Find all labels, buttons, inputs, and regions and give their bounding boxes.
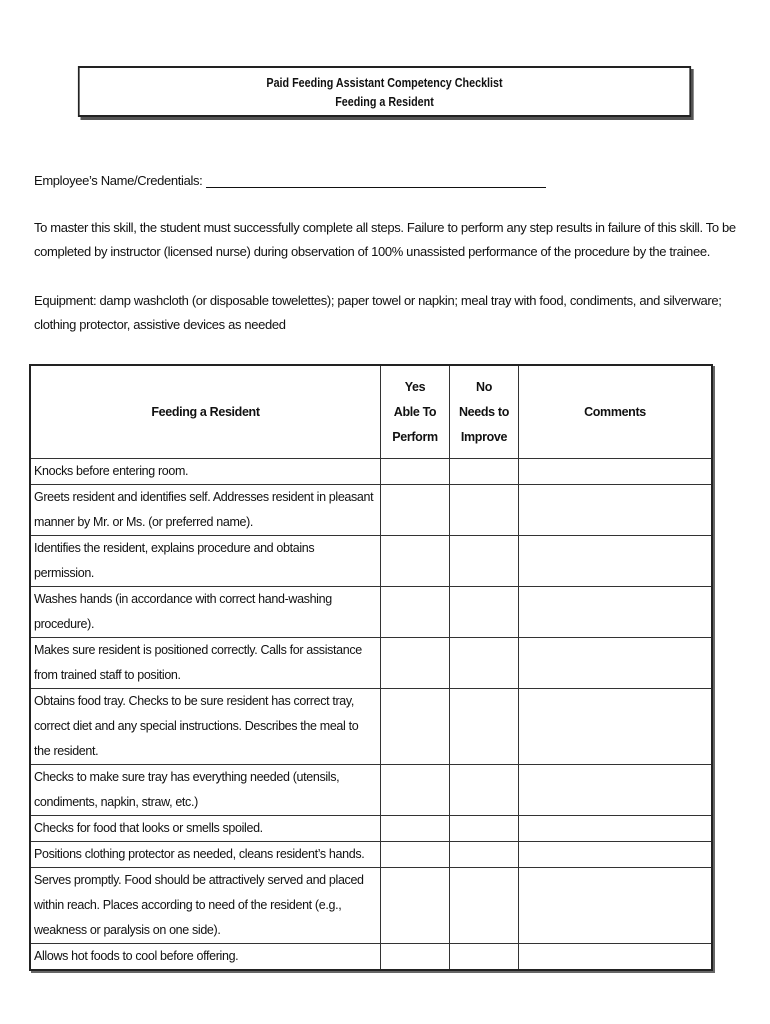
no-cell[interactable] [450,816,519,842]
no-cell[interactable] [450,459,519,485]
yes-cell[interactable] [381,689,450,765]
table-row [30,816,712,842]
task-cell: Serves promptly. Food should be attractively served and placed within reach. Places according to need of the resident (e.g., weakness or paralysis on one side). [30,868,381,944]
yes-cell[interactable] [381,944,450,971]
yes-column-header [381,365,450,459]
yes-cell[interactable] [381,816,450,842]
yes-cell[interactable] [381,459,450,485]
equipment-list: Equipment: damp washcloth (or disposable towelettes); paper towel or napkin; meal tray with food, condiments, and silverware; clothing protector, assistive devices as needed [34,293,722,332]
task-cell: Makes sure resident is positioned correctly. Calls for assistance from trained staff to position. [30,638,381,689]
no-cell[interactable] [450,944,519,971]
document-subtitle: Feeding a Resident [335,95,434,109]
comments-cell[interactable] [519,816,713,842]
comments-cell[interactable] [519,587,713,638]
comments-cell[interactable] [519,868,713,944]
table-row [30,944,712,971]
no-cell[interactable] [450,765,519,816]
yes-cell[interactable] [381,638,450,689]
table-row [30,765,712,816]
competency-checklist-table [29,364,713,971]
document-title-box [78,66,691,117]
table-row [30,842,712,868]
table-row [30,459,712,485]
no-cell[interactable] [450,485,519,536]
table-row [30,587,712,638]
comments-cell[interactable] [519,638,713,689]
employee-name-field[interactable] [206,173,546,188]
yes-cell[interactable] [381,485,450,536]
no-cell[interactable] [450,689,519,765]
comments-cell[interactable] [519,842,713,868]
task-cell: Checks to make sure tray has everything needed (utensils, condiments, napkin, straw, etc.) [30,765,381,816]
task-column-header: Feeding a Resident [30,365,381,459]
checklist-body [30,459,712,971]
table-row [30,868,712,944]
comments-cell[interactable] [519,536,713,587]
no-header-line: Improve [460,429,508,444]
yes-cell[interactable] [381,868,450,944]
task-cell: Checks for food that looks or smells spoiled. [30,816,381,842]
yes-header-line: Yes [404,379,426,394]
employee-name-row [34,169,546,193]
no-header-line: Needs to [459,404,509,419]
mastery-instructions: To master this skill, the student must successfully complete all steps. Failure to perform any step results in failure of this skill. To be completed by instructor (licensed nurse) during observation of 100% unassisted performance of the procedure by the trainee. [34,220,736,259]
no-cell[interactable] [450,587,519,638]
table-header-row [30,365,712,459]
comments-cell[interactable] [519,765,713,816]
table-row [30,485,712,536]
document-title: Paid Feeding Assistant Competency Checklist [266,76,503,90]
comments-cell[interactable] [519,459,713,485]
no-cell[interactable] [450,842,519,868]
task-cell: Obtains food tray. Checks to be sure resident has correct tray, correct diet and any special instructions. Describes the meal to the resident. [30,689,381,765]
comments-column-header: Comments [519,365,713,459]
task-cell: Greets resident and identifies self. Addresses resident in pleasant manner by Mr. or Ms. (or preferred name). [30,485,381,536]
comments-cell[interactable] [519,485,713,536]
no-cell[interactable] [450,638,519,689]
yes-header-line: Perform [392,429,438,444]
task-cell: Knocks before entering room. [30,459,381,485]
task-cell: Allows hot foods to cool before offering. [30,944,381,971]
employee-name-label: Employee’s Name/Credentials: [34,173,203,188]
table-row [30,638,712,689]
table-row [30,536,712,587]
yes-cell[interactable] [381,587,450,638]
comments-cell[interactable] [519,689,713,765]
yes-header-line: Able To [393,404,437,419]
table-row [30,689,712,765]
no-cell[interactable] [450,868,519,944]
task-cell: Positions clothing protector as needed, cleans resident’s hands. [30,842,381,868]
task-cell: Identifies the resident, explains procedure and obtains permission. [30,536,381,587]
no-column-header [450,365,519,459]
no-header-line: No [476,379,492,394]
yes-cell[interactable] [381,536,450,587]
comments-cell[interactable] [519,944,713,971]
no-cell[interactable] [450,536,519,587]
task-cell: Washes hands (in accordance with correct hand-washing procedure). [30,587,381,638]
yes-cell[interactable] [381,765,450,816]
yes-cell[interactable] [381,842,450,868]
